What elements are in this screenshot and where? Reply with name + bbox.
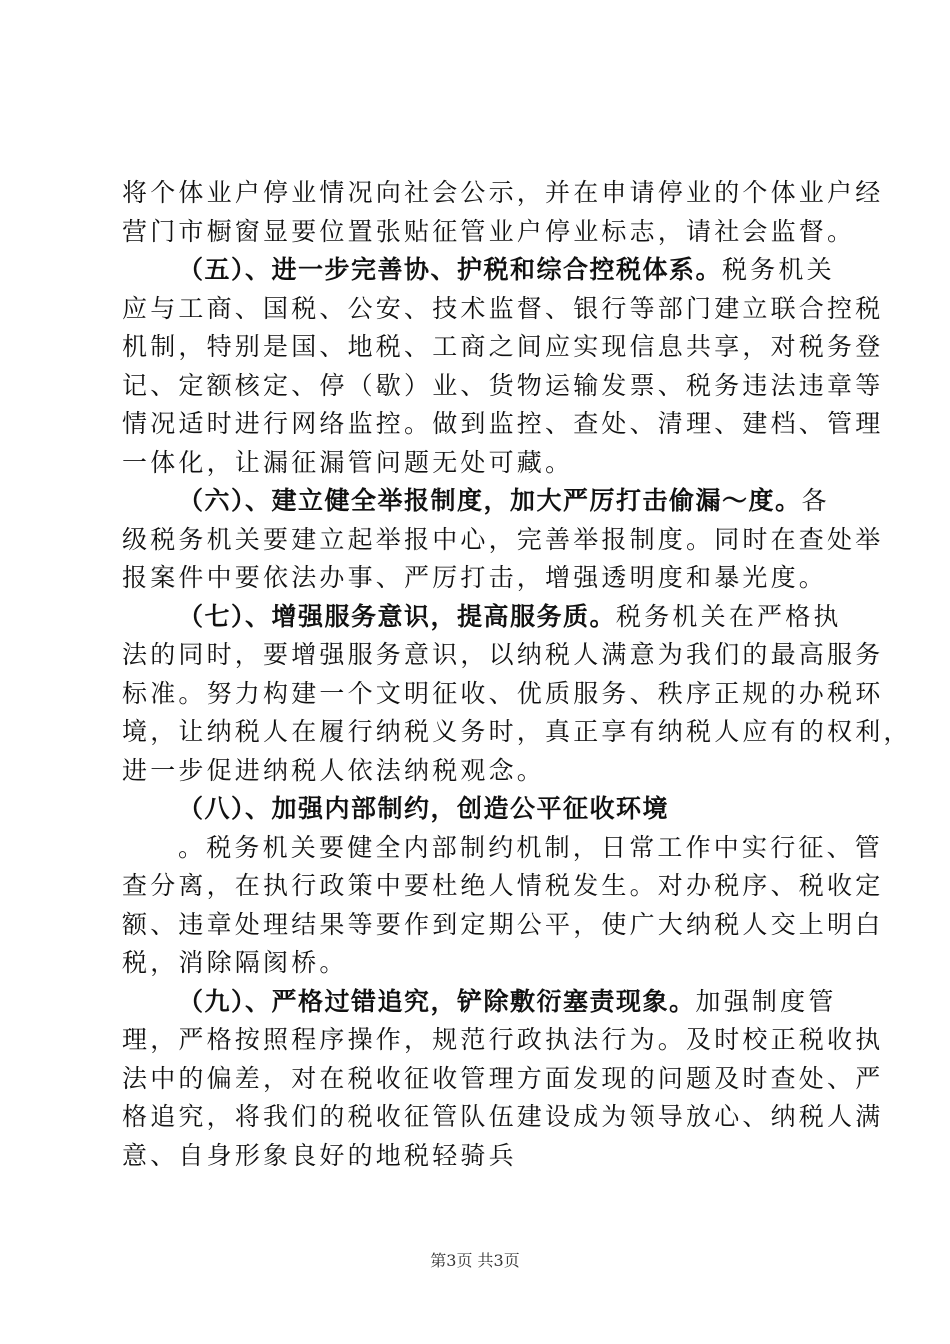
text-line: [122, 405, 884, 444]
text-line: [122, 444, 834, 483]
line-text: 营门市橱窗显要位置张贴征管业户停业标志，请社会监督。: [122, 216, 856, 246]
text-line: [122, 983, 837, 1022]
line-text: 机制，特别是国、地税、工商之间应实现信息共享，对税务登: [122, 332, 884, 361]
line-text: 理，严格按照程序操作，规范行政执法行为。及时校正税收执: [122, 1025, 884, 1054]
text-line: [122, 521, 884, 560]
text-line: [122, 290, 884, 329]
line-text: 查分离，在执行政策中要杜绝人情税发生。对办税序、税收定: [122, 871, 884, 900]
text-line: [122, 1098, 884, 1137]
text-line: [122, 829, 884, 868]
document-body: [122, 174, 912, 1175]
text-line: [122, 328, 884, 367]
line-text: 法的同时，要增强服务意识，以纳税人满意为我们的最高服务: [122, 640, 884, 669]
line-text: 境，让纳税人在履行纳税义务时，真正享有纳税人应有的权利，: [122, 717, 912, 746]
line-text: 将个体业户停业情况向社会公示，并在申请停业的个体业户经: [122, 178, 884, 207]
text-line: [122, 867, 884, 906]
line-text: 应与工商、国税、公安、技术监督、银行等部门建立联合控税: [122, 293, 884, 323]
text-line: [122, 482, 834, 521]
line-text: 标准。努力构建一个文明征收、优质服务、秩序正规的办税环: [122, 678, 884, 708]
text-line: [122, 790, 834, 829]
text-line: [122, 251, 834, 290]
section-heading: （九）、严格过错追究，铲除敷衍塞责现象。: [178, 986, 696, 1016]
text-line: [122, 636, 884, 675]
line-text: 税务机关在严格执: [616, 601, 842, 631]
section-heading: （七）、增强服务意识，提高服务质。: [178, 601, 617, 631]
section-heading: （八）、加强内部制约，创造公平征收环境: [178, 794, 670, 823]
text-line: [122, 1137, 834, 1176]
line-text: 报案件中要依法办事、严厉打击，增强透明度和暴光度。: [122, 563, 828, 592]
text-line: [122, 906, 884, 945]
line-text: 一体化，让漏征漏管问题无处可藏。: [122, 447, 574, 477]
section-heading: （六）、建立健全举报制度，加大严厉打击偷漏～度。: [178, 486, 802, 515]
line-text: 情况适时进行网络监控。做到监控、查处、清理、建档、管理: [122, 409, 884, 438]
line-text: 各: [801, 486, 830, 515]
line-text: 记、定额核定、停（歇）业、货物运输发票、税务违法违章等: [122, 370, 884, 400]
line-text: 税，消除隔阂桥。: [122, 948, 348, 977]
text-line: [122, 213, 856, 252]
text-line: [122, 367, 884, 406]
line-text: 。税务机关要健全内部制约机制，日常工作中实行征、管: [178, 832, 884, 862]
text-line: [122, 944, 834, 983]
line-text: 进一步促进纳税人依法纳税观念。: [122, 755, 546, 785]
text-line: [122, 713, 912, 752]
text-line: [122, 1060, 884, 1099]
section-heading: （五）、进一步完善协、护税和综合控税体系。: [178, 255, 723, 284]
text-line: [122, 174, 884, 213]
line-text: 额、违章处理结果等要作到定期公平，使广大纳税人交上明白: [122, 909, 884, 939]
line-text: 加强制度管: [695, 986, 837, 1016]
line-text: 级税务机关要建立起举报中心，完善举报制度。同时在查处举: [122, 524, 884, 554]
line-text: 格追究，将我们的税收征管队伍建设成为领导放心、纳税人满: [122, 1102, 884, 1131]
line-text: 意、自身形象良好的地税轻骑兵: [122, 1140, 517, 1170]
text-line: [122, 1021, 884, 1060]
line-text: 法中的偏差，对在税收征收管理方面发现的问题及时查处、严: [122, 1063, 884, 1093]
page-footer: 第3页 共3页: [430, 1251, 520, 1270]
text-line: [122, 598, 842, 637]
text-line: [122, 559, 834, 598]
line-text: 税务机关: [722, 255, 835, 284]
text-line: [122, 675, 884, 714]
text-line: [122, 752, 834, 791]
